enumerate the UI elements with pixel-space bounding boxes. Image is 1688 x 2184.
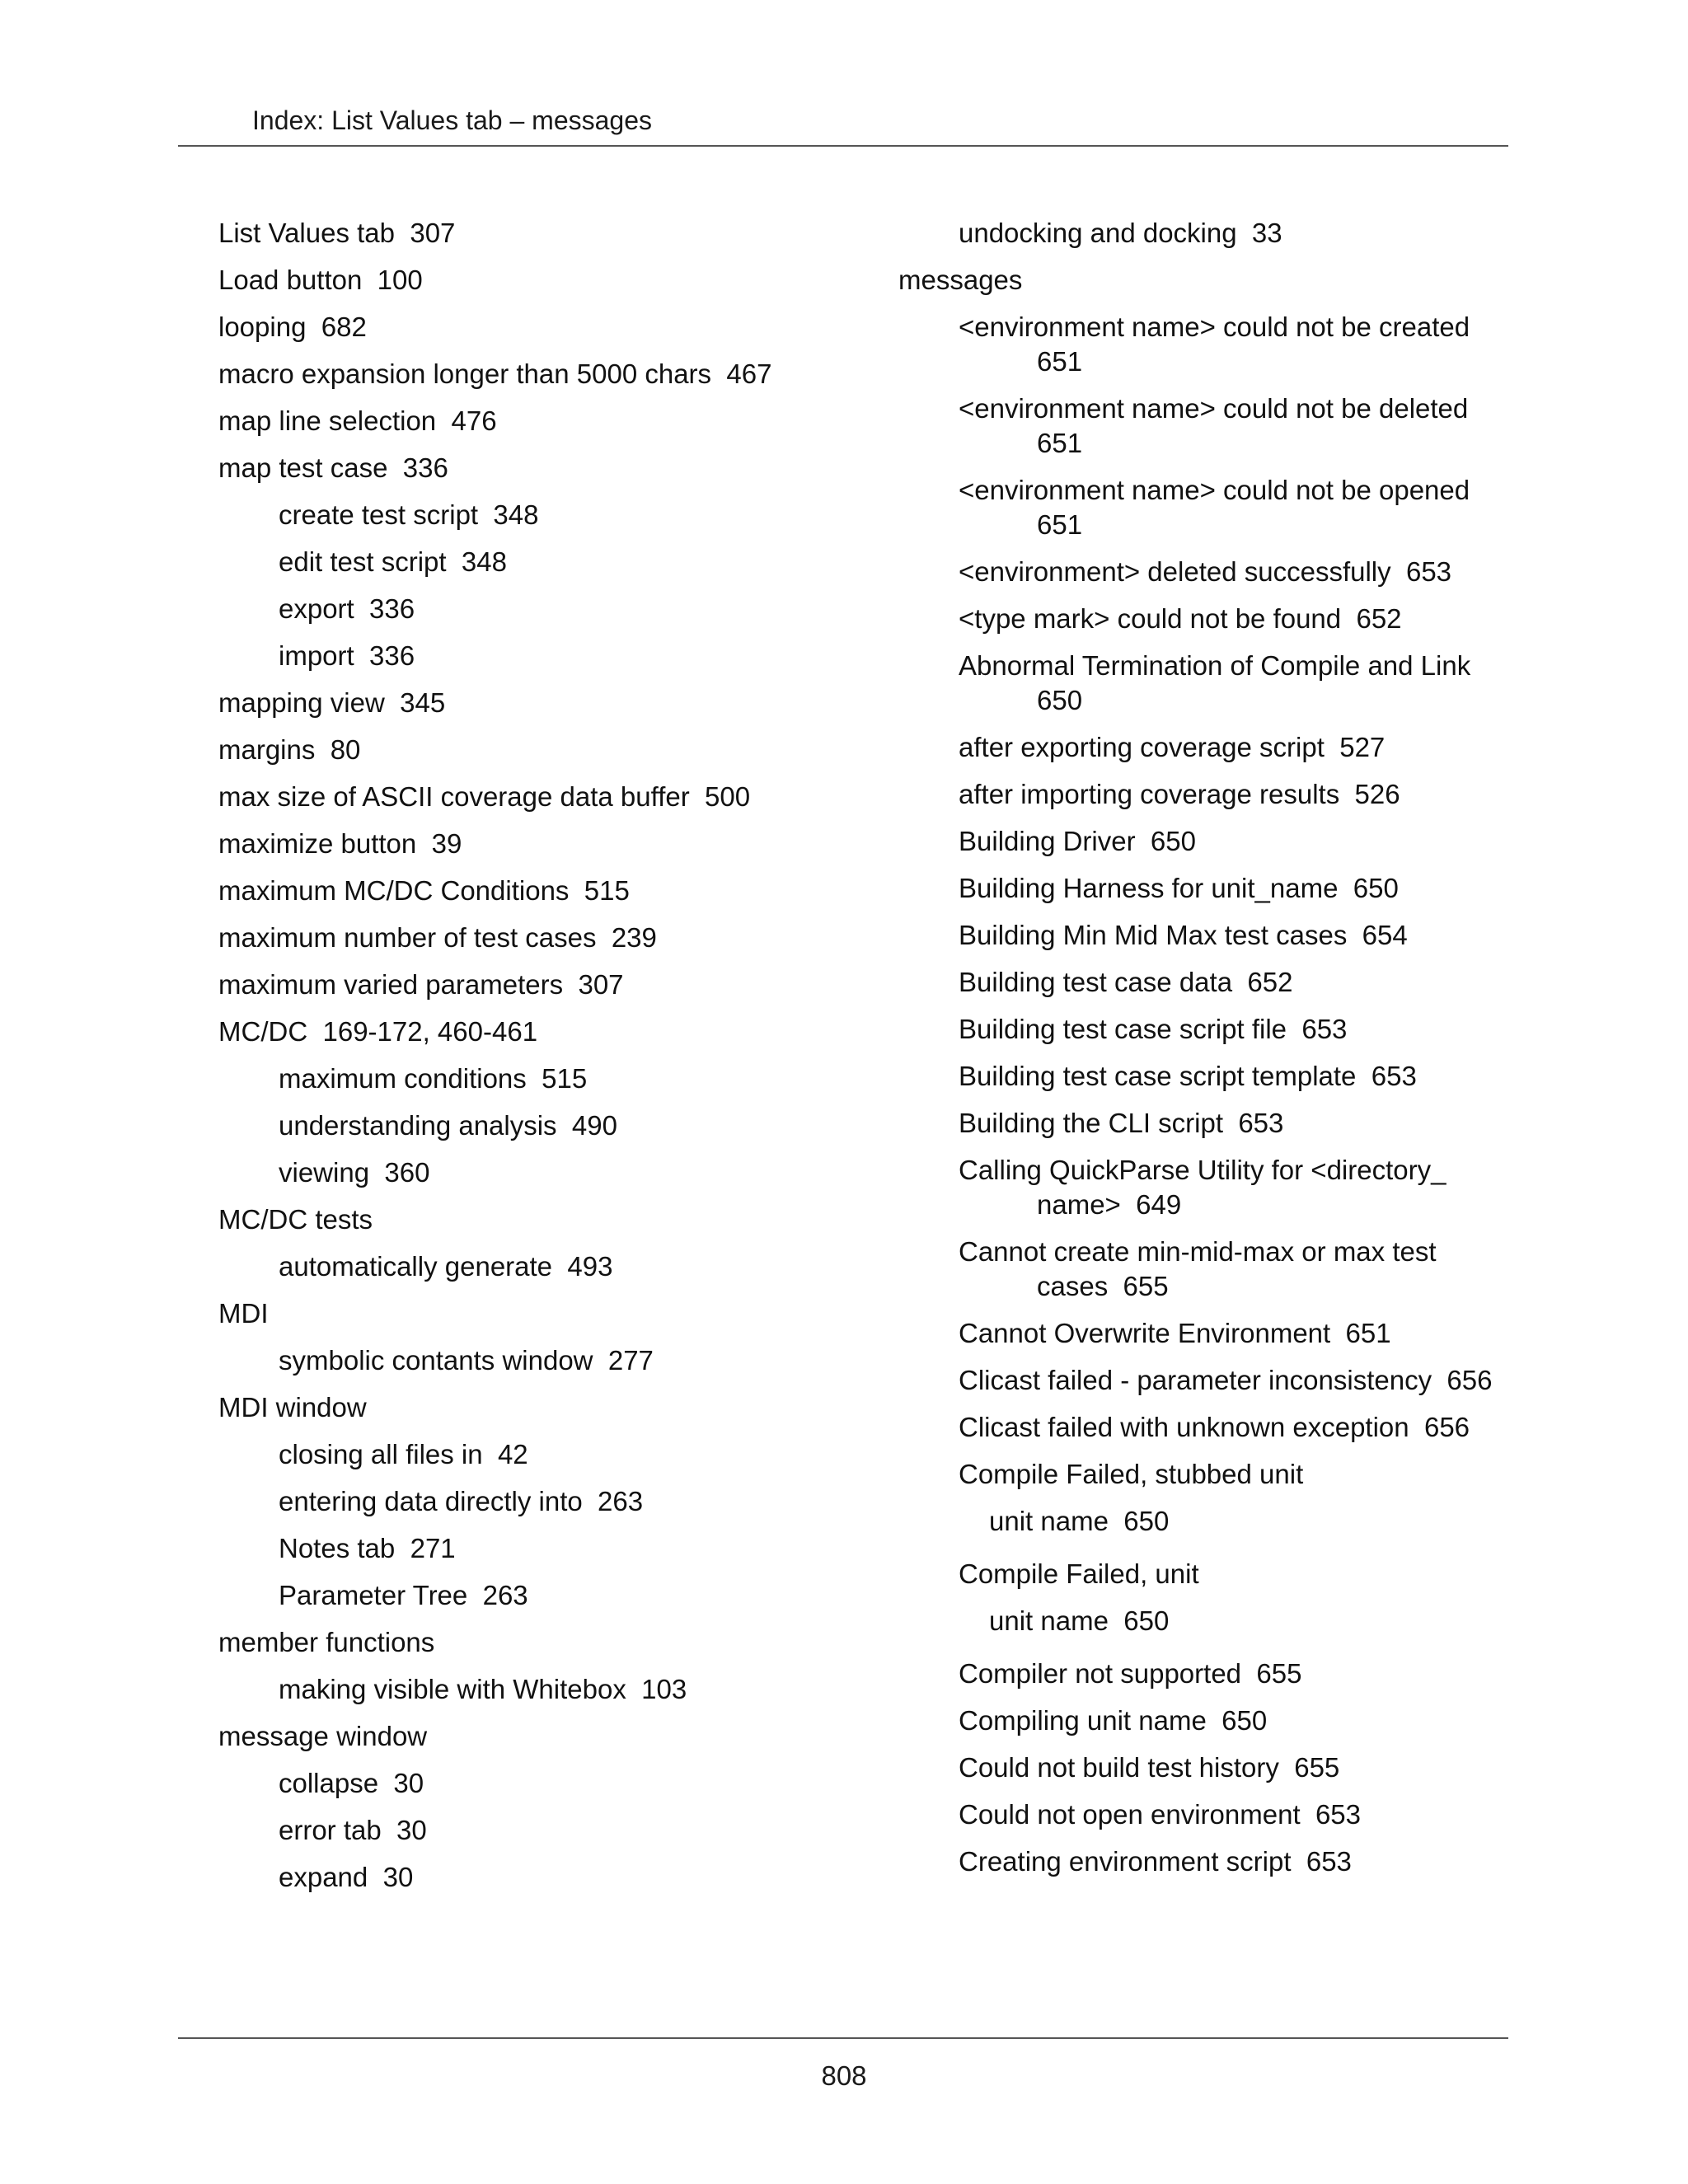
index-entry (218, 404, 878, 438)
index-entry (279, 1108, 878, 1143)
index-entry-text: Building Min Mid Max test cases 654 (959, 920, 1408, 950)
index-entry (959, 555, 1508, 589)
index-entry-text: unit name 650 (989, 1506, 1170, 1536)
index-entry-text: maximum number of test cases 239 (218, 922, 657, 953)
index-entry-text: Compile Failed, stubbed unit (959, 1459, 1304, 1489)
index-entry (898, 263, 1508, 298)
page-number: 808 (821, 2060, 867, 2091)
index-entry (279, 498, 878, 532)
index-entry (218, 827, 878, 861)
index-entry (279, 1672, 878, 1707)
index-entry (218, 968, 878, 1002)
index-entry-text: closing all files in 42 (279, 1439, 528, 1469)
index-entry-text: maximize button 39 (218, 828, 462, 859)
index-entry (218, 1719, 878, 1754)
index-entry-text: expand 30 (279, 1862, 414, 1892)
index-entry-text: Compiler not supported 655 (959, 1658, 1302, 1689)
index-entry-text: understanding analysis 490 (279, 1110, 617, 1141)
index-entry-text: Could not build test history 655 (959, 1752, 1340, 1783)
index-entry (218, 1015, 878, 1049)
index-column-left (218, 216, 878, 1907)
index-entry-text: Clicast failed - parameter inconsistency 656 (959, 1365, 1493, 1395)
index-entry (218, 733, 878, 767)
index-entry-text: messages (898, 265, 1023, 295)
index-entry-text: maximum varied parameters 307 (218, 969, 624, 1000)
index-entry (279, 1343, 878, 1378)
index-entry-text: member functions (218, 1627, 435, 1657)
index-entry-text: <environment> deleted successfully 653 (959, 556, 1452, 587)
index-entry (959, 649, 1508, 718)
index-entry (959, 1557, 1508, 1591)
index-entry (959, 1657, 1508, 1691)
index-entry-text: Clicast failed with unknown exception 656 (959, 1412, 1470, 1442)
index-entry (279, 1578, 878, 1613)
index-entry (959, 730, 1508, 765)
index-entry-text: MC/DC tests (218, 1204, 373, 1235)
index-entry (279, 545, 878, 579)
index-entry-text: automatically generate 493 (279, 1251, 613, 1282)
index-entry-text: List Values tab 307 (218, 218, 456, 248)
index-entry (218, 1390, 878, 1425)
index-entry (959, 777, 1508, 812)
index-entry-text: <environment name> could not be created 651 (959, 312, 1485, 377)
index-entry-text: map line selection 476 (218, 405, 497, 436)
index-entry (279, 1062, 878, 1096)
index-entry-text: Creating environment script 653 (959, 1846, 1352, 1877)
index-entry-text: after exporting coverage script 527 (959, 732, 1386, 762)
index-entry (218, 874, 878, 908)
footer-rule (178, 2037, 1508, 2039)
index-entry (218, 1625, 878, 1660)
index-entry-text: Building test case script file 653 (959, 1014, 1348, 1044)
index-entry-text: MC/DC 169-172, 460-461 (218, 1016, 538, 1047)
index-entry-text: Building the CLI script 653 (959, 1108, 1284, 1138)
index-entry-text: Building test case script template 653 (959, 1061, 1417, 1091)
index-entry (959, 1363, 1508, 1398)
index-entry-text: Compile Failed, unit (959, 1558, 1199, 1589)
index-entry-text: <type mark> could not be found 652 (959, 603, 1402, 634)
index-entry (279, 639, 878, 673)
index-entry (218, 310, 878, 344)
index-entry (989, 1604, 1508, 1638)
index-entry-text: Building Harness for unit_name 650 (959, 873, 1399, 903)
index-entry (959, 1235, 1508, 1304)
index-entry-text: MDI (218, 1298, 269, 1329)
index-entry (218, 921, 878, 955)
index-entry-text: viewing 360 (279, 1157, 430, 1188)
index-entry-text: maximum MC/DC Conditions 515 (218, 875, 630, 906)
index-entry-text: <environment name> could not be opened 651 (959, 475, 1485, 540)
index-entry (959, 918, 1508, 953)
index-entry (218, 1202, 878, 1237)
index-entry (959, 216, 1508, 251)
index-entry-text: maximum conditions 515 (279, 1063, 588, 1094)
index-entry-text: create test script 348 (279, 499, 539, 530)
index-entry-text: after importing coverage results 526 (959, 779, 1400, 809)
index-entry-text: Load button 100 (218, 265, 423, 295)
index-entry (218, 216, 878, 251)
running-head: Index: List Values tab – messages (252, 105, 653, 135)
index-entry (959, 1410, 1508, 1445)
index-entry (989, 1504, 1508, 1539)
index-entry (279, 1249, 878, 1284)
index-entry-text: Calling QuickParse Utility for <directory_ name> 649 (959, 1155, 1454, 1220)
index-entry (279, 1766, 878, 1801)
index-entry-text: Could not open environment 653 (959, 1799, 1362, 1830)
index-entry (959, 824, 1508, 859)
index-entry (959, 1059, 1508, 1094)
index-entry (279, 1155, 878, 1190)
index-entry-text: undocking and docking 33 (959, 218, 1282, 248)
index-entry (279, 1437, 878, 1472)
index-entry-text: Abnormal Termination of Compile and Link 650 (959, 650, 1486, 715)
index-entry-text: unit name 650 (989, 1605, 1170, 1636)
index-entry-text: export 336 (279, 593, 415, 624)
index-entry (218, 1296, 878, 1331)
index-entry (279, 1531, 878, 1566)
index-column-right (898, 216, 1508, 1891)
index-entry-text: looping 682 (218, 312, 367, 342)
index-entry-text: Cannot create min-mid-max or max test cases 655 (959, 1236, 1444, 1301)
index-entry-text: macro expansion longer than 5000 chars 467 (218, 359, 772, 389)
index-entry (279, 1484, 878, 1519)
index-entry (218, 263, 878, 298)
index-entry (218, 357, 878, 391)
index-entry (959, 391, 1508, 461)
index-entry (959, 310, 1508, 379)
index-entry (959, 1704, 1508, 1738)
index-entry (959, 965, 1508, 1000)
index-entry (959, 1316, 1508, 1351)
index-entry-text: Cannot Overwrite Environment 651 (959, 1318, 1391, 1348)
index-entry-text: message window (218, 1721, 428, 1751)
index-entry-text: margins 80 (218, 734, 361, 765)
index-entry-text: entering data directly into 263 (279, 1486, 644, 1516)
index-entry (279, 1813, 878, 1848)
index-entry-text: Compiling unit name 650 (959, 1705, 1268, 1736)
index-entry (959, 473, 1508, 542)
index-entry-text: Parameter Tree 263 (279, 1580, 528, 1610)
index-entry-text: making visible with Whitebox 103 (279, 1674, 687, 1704)
index-entry-text: <environment name> could not be deleted 651 (959, 393, 1484, 458)
index-entry-text: max size of ASCII coverage data buffer 500 (218, 781, 751, 812)
index-entry (959, 602, 1508, 636)
index-entry-text: MDI window (218, 1392, 367, 1422)
index-entry (959, 871, 1508, 906)
index-entry (959, 1844, 1508, 1879)
index-entry-text: Notes tab 271 (279, 1533, 456, 1563)
index-entry (959, 1457, 1508, 1492)
index-entry-text: error tab 30 (279, 1815, 427, 1845)
index-entry-text: Building Driver 650 (959, 826, 1196, 856)
index-entry-text: edit test script 348 (279, 546, 507, 577)
index-entry (959, 1106, 1508, 1141)
index-entry-text: Building test case data 652 (959, 967, 1293, 997)
index-entry-text: import 336 (279, 640, 415, 671)
index-entry (279, 1860, 878, 1895)
index-entry (959, 1797, 1508, 1832)
index-entry (959, 1750, 1508, 1785)
index-entry-text: map test case 336 (218, 452, 448, 483)
header-rule (178, 145, 1508, 147)
index-entry (279, 592, 878, 626)
index-entry (959, 1012, 1508, 1047)
index-entry-text: symbolic contants window 277 (279, 1345, 654, 1376)
index-entry-text: mapping view 345 (218, 687, 446, 718)
index-entry (218, 780, 878, 814)
index-entry (218, 451, 878, 485)
index-entry-text: collapse 30 (279, 1768, 424, 1798)
index-entry (218, 686, 878, 720)
index-entry (959, 1153, 1508, 1222)
